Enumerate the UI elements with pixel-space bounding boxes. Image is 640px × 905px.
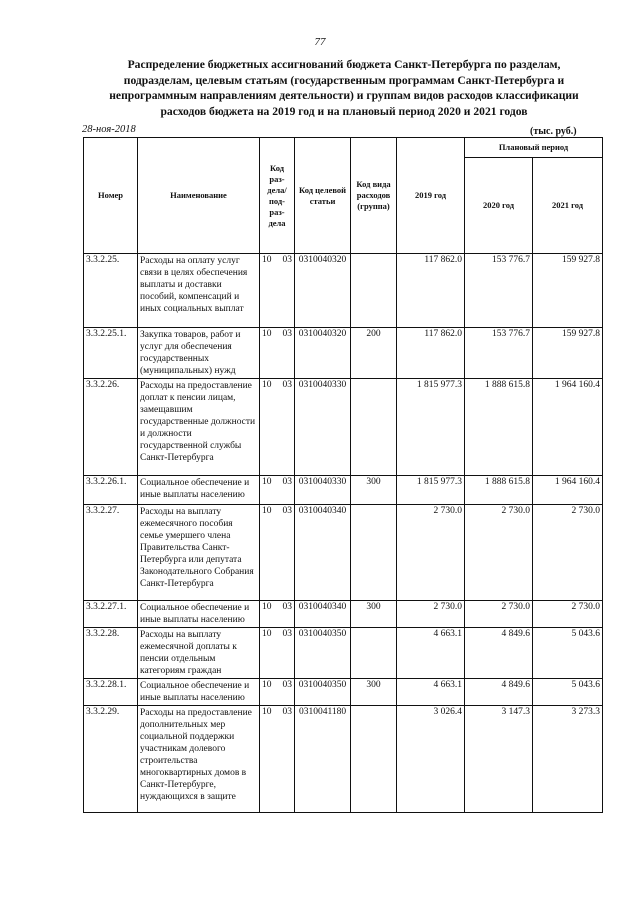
row-amount-2019: 1 815 977.3 xyxy=(397,379,465,476)
row-amount-2021: 159 927.8 xyxy=(533,254,603,328)
row-section: 10 xyxy=(260,505,277,601)
document-date: 28-ноя-2018 xyxy=(82,124,136,135)
row-amount-2019: 1 815 977.3 xyxy=(397,476,465,505)
budget-table xyxy=(83,137,603,813)
row-article: 0310040330 xyxy=(295,476,351,505)
row-amount-2020: 153 776.7 xyxy=(465,328,533,379)
row-subsection: 03 xyxy=(277,476,295,505)
row-amount-2019: 2 730.0 xyxy=(397,601,465,628)
row-group: 300 xyxy=(351,476,397,505)
row-subsection: 03 xyxy=(277,254,295,328)
header-name: Наименование xyxy=(138,138,260,254)
row-amount-2019: 117 862.0 xyxy=(397,328,465,379)
row-amount-2021: 159 927.8 xyxy=(533,328,603,379)
row-number: 3.3.2.25.1. xyxy=(84,328,138,379)
row-amount-2019: 117 862.0 xyxy=(397,254,465,328)
table-row xyxy=(84,679,603,706)
table-row xyxy=(84,706,603,813)
row-amount-2019: 2 730.0 xyxy=(397,505,465,601)
row-number: 3.3.2.26.1. xyxy=(84,476,138,505)
row-article: 0310040320 xyxy=(295,254,351,328)
row-subsection: 03 xyxy=(277,328,295,379)
row-name: Социальное обеспечение и иные выплаты населению xyxy=(138,601,260,628)
row-section: 10 xyxy=(260,254,277,328)
table-row xyxy=(84,601,603,628)
row-group xyxy=(351,505,397,601)
header-2020: 2020 год xyxy=(465,158,533,254)
table-row xyxy=(84,254,603,328)
row-article: 0310040320 xyxy=(295,328,351,379)
row-amount-2020: 4 849.6 xyxy=(465,628,533,679)
row-amount-2021: 1 964 160.4 xyxy=(533,379,603,476)
row-number: 3.3.2.27. xyxy=(84,505,138,601)
table-row xyxy=(84,628,603,679)
row-number: 3.3.2.27.1. xyxy=(84,601,138,628)
row-number: 3.3.2.29. xyxy=(84,706,138,813)
row-section: 10 xyxy=(260,601,277,628)
table-row xyxy=(84,505,603,601)
row-amount-2021: 5 043.6 xyxy=(533,679,603,706)
row-name: Расходы на выплату ежемесячного пособия семье умершего члена Правительства Санкт-Петербурга или депутата Законодательного Собрания Санкт-Петербурга xyxy=(138,505,260,601)
row-article: 0310040340 xyxy=(295,505,351,601)
row-article: 0310040340 xyxy=(295,601,351,628)
row-amount-2020: 2 730.0 xyxy=(465,505,533,601)
row-subsection: 03 xyxy=(277,679,295,706)
header-planned-period: Плановый период xyxy=(465,138,603,158)
row-subsection: 03 xyxy=(277,505,295,601)
header-2021: 2021 год xyxy=(533,158,603,254)
row-number: 3.3.2.25. xyxy=(84,254,138,328)
row-article: 0310041180 xyxy=(295,706,351,813)
row-amount-2019: 3 026.4 xyxy=(397,706,465,813)
table-row xyxy=(84,476,603,505)
row-group xyxy=(351,379,397,476)
row-amount-2021: 1 964 160.4 xyxy=(533,476,603,505)
row-amount-2019: 4 663.1 xyxy=(397,628,465,679)
row-name: Закупка товаров, работ и услуг для обеспечения государственных (муниципальных) нужд xyxy=(138,328,260,379)
row-amount-2020: 3 147.3 xyxy=(465,706,533,813)
row-amount-2021: 5 043.6 xyxy=(533,628,603,679)
row-subsection: 03 xyxy=(277,601,295,628)
row-group: 300 xyxy=(351,601,397,628)
units-label: (тыс. руб.) xyxy=(530,126,577,137)
table-row xyxy=(84,328,603,379)
row-number: 3.3.2.28. xyxy=(84,628,138,679)
header-group: Код вида расходов (группа) xyxy=(351,138,397,254)
row-section: 10 xyxy=(260,679,277,706)
row-section: 10 xyxy=(260,328,277,379)
row-section: 10 xyxy=(260,379,277,476)
row-subsection: 03 xyxy=(277,628,295,679)
row-name: Расходы на оплату услуг связи в целях обеспечения выплаты и доставки пособий, компенсаций и иных социальных выплат xyxy=(138,254,260,328)
table-row xyxy=(84,379,603,476)
row-amount-2020: 2 730.0 xyxy=(465,601,533,628)
row-article: 0310040350 xyxy=(295,679,351,706)
row-amount-2021: 2 730.0 xyxy=(533,601,603,628)
row-section: 10 xyxy=(260,476,277,505)
row-number: 3.3.2.26. xyxy=(84,379,138,476)
row-group: 200 xyxy=(351,328,397,379)
row-group xyxy=(351,706,397,813)
page-number: 77 xyxy=(314,36,326,48)
header-article: Код целевой статьи xyxy=(295,138,351,254)
row-group: 300 xyxy=(351,679,397,706)
row-name: Расходы на предоставление дополнительных мер социальной поддержки участникам долевого строительства многоквартирных домов в Санкт-Петербурге, нуждающихся в защите xyxy=(138,706,260,813)
row-group xyxy=(351,254,397,328)
row-amount-2019: 4 663.1 xyxy=(397,679,465,706)
row-subsection: 03 xyxy=(277,379,295,476)
header-2019: 2019 год xyxy=(397,138,465,254)
row-name: Расходы на предоставление доплат к пенсии лицам, замещавшим государственные должности и должности государственной службы Санкт-Петербурга xyxy=(138,379,260,476)
row-section: 10 xyxy=(260,706,277,813)
header-number: Номер xyxy=(84,138,138,254)
row-amount-2020: 153 776.7 xyxy=(465,254,533,328)
row-amount-2021: 3 273.3 xyxy=(533,706,603,813)
document-title: Распределение бюджетных ассигнований бюджета Санкт-Петербурга по разделам, подразделам, целевым статьям (государственным программам Санкт-Петербурга и непрограммным направлениям деятельности) и группам видов расходов классификации расходов бюджета на 2019 год и на плановый период 2020 и 2021 годов xyxy=(109,58,579,118)
row-group xyxy=(351,628,397,679)
row-amount-2021: 2 730.0 xyxy=(533,505,603,601)
header-section: Код раз-дела/ под-раз-дела xyxy=(260,138,295,254)
row-name: Социальное обеспечение и иные выплаты населению xyxy=(138,476,260,505)
row-amount-2020: 1 888 615.8 xyxy=(465,476,533,505)
table-header xyxy=(84,138,603,254)
row-article: 0310040330 xyxy=(295,379,351,476)
row-amount-2020: 4 849.6 xyxy=(465,679,533,706)
row-amount-2020: 1 888 615.8 xyxy=(465,379,533,476)
row-section: 10 xyxy=(260,628,277,679)
row-name: Социальное обеспечение и иные выплаты населению xyxy=(138,679,260,706)
row-subsection: 03 xyxy=(277,706,295,813)
row-article: 0310040350 xyxy=(295,628,351,679)
row-number: 3.3.2.28.1. xyxy=(84,679,138,706)
row-name: Расходы на выплату ежемесячной доплаты к пенсии отдельным категориям граждан xyxy=(138,628,260,679)
